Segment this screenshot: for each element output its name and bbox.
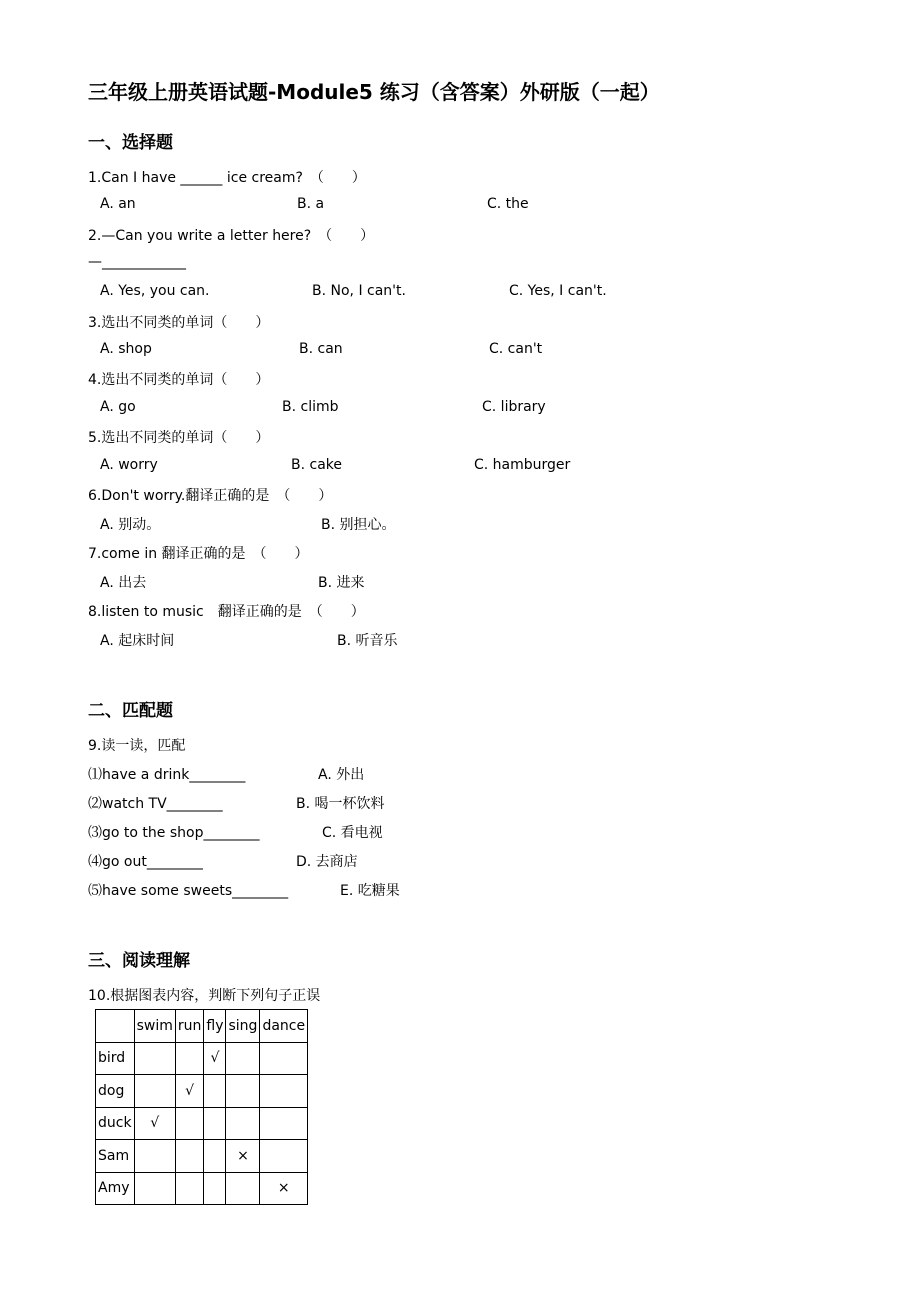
table-cell xyxy=(175,1107,204,1140)
question-10-stem: 10.根据图表内容，判断下列句子正误 xyxy=(88,988,321,1004)
table-cell xyxy=(260,1042,308,1075)
ability-table xyxy=(95,1009,308,1205)
table-cell xyxy=(204,1140,226,1173)
table-cell xyxy=(134,1075,175,1108)
table-cell xyxy=(226,1042,260,1075)
table-cell xyxy=(134,1172,175,1205)
question-1-stem: 1.Can I have ______ ice cream? （ ） xyxy=(88,170,366,186)
table-header-cell: fly xyxy=(204,1010,226,1043)
match-left-item: ⑵watch TV________ xyxy=(88,796,223,812)
match-right-item: A. 外出 xyxy=(318,767,365,783)
page-title: 三年级上册英语试题-Module5 练习（含答案）外研版（一起） xyxy=(88,80,660,104)
question-7-stem: 7.come in 翻译正确的是 （ ） xyxy=(88,546,309,562)
match-left-item: ⑶go to the shop________ xyxy=(88,825,260,841)
match-right-item: B. 喝一杯饮料 xyxy=(296,796,385,812)
table-row-label: Amy xyxy=(96,1172,135,1205)
match-right-item: C. 看电视 xyxy=(322,825,383,841)
table-cell xyxy=(226,1172,260,1205)
question-7-option-b: B. 进来 xyxy=(318,575,365,591)
table-cell xyxy=(260,1075,308,1108)
question-4-stem: 4.选出不同类的单词（ ） xyxy=(88,372,270,388)
table-header-cell: swim xyxy=(134,1010,175,1043)
question-8-stem: 8.listen to music 翻译正确的是 （ ） xyxy=(88,604,365,620)
table-cell xyxy=(226,1107,260,1140)
table-cell xyxy=(226,1075,260,1108)
question-1-option-a: A. an xyxy=(100,196,136,212)
question-1-option-c: C. the xyxy=(487,196,529,212)
question-4-option-c: C. library xyxy=(482,399,546,415)
table-row-label: Sam xyxy=(96,1140,135,1173)
table-header-row xyxy=(96,1010,308,1043)
table-cell: √ xyxy=(204,1042,226,1075)
question-7-option-a: A. 出去 xyxy=(100,575,147,591)
question-8-option-b: B. 听音乐 xyxy=(337,633,398,649)
question-4-option-a: A. go xyxy=(100,399,136,415)
question-6-stem: 6.Don't worry.翻译正确的是 （ ） xyxy=(88,488,333,504)
match-left-item: ⑴have a drink________ xyxy=(88,767,246,783)
table-cell xyxy=(175,1042,204,1075)
question-3-option-b: B. can xyxy=(299,341,343,357)
table-row xyxy=(96,1107,308,1140)
table-row-label: duck xyxy=(96,1107,135,1140)
table-row xyxy=(96,1075,308,1108)
question-4-option-b: B. climb xyxy=(282,399,339,415)
table-row xyxy=(96,1042,308,1075)
question-3-option-a: A. shop xyxy=(100,341,152,357)
table-header-cell: dance xyxy=(260,1010,308,1043)
table-cell xyxy=(134,1140,175,1173)
question-1-option-b: B. a xyxy=(297,196,325,212)
question-5-stem: 5.选出不同类的单词（ ） xyxy=(88,430,270,446)
question-3-option-c: C. can't xyxy=(489,341,543,357)
table-header-cell: run xyxy=(175,1010,204,1043)
match-right-item: E. 吃糖果 xyxy=(340,883,400,899)
table-cell: × xyxy=(260,1172,308,1205)
question-5-option-c: C. hamburger xyxy=(474,457,571,473)
table-cell xyxy=(175,1140,204,1173)
match-left-item: ⑷go out________ xyxy=(88,854,203,870)
question-2-option-c: C. Yes, I can't. xyxy=(509,283,607,299)
question-2-stem: 2.—Can you write a letter here? （ ） xyxy=(88,228,375,244)
table-row xyxy=(96,1172,308,1205)
question-3-stem: 3.选出不同类的单词（ ） xyxy=(88,315,270,331)
section-heading-choice: 一、选择题 xyxy=(88,133,173,153)
section-heading-matching: 二、匹配题 xyxy=(88,701,173,721)
table-cell xyxy=(204,1107,226,1140)
match-left-item: ⑸have some sweets________ xyxy=(88,883,289,899)
question-6-option-a: A. 别动。 xyxy=(100,517,161,533)
question-2-option-b: B. No, I can't. xyxy=(312,283,406,299)
table-cell: × xyxy=(226,1140,260,1173)
table-header-cell: sing xyxy=(226,1010,260,1043)
question-6-option-b: B. 别担心。 xyxy=(321,517,396,533)
table-cell xyxy=(260,1140,308,1173)
table-header-cell xyxy=(96,1010,135,1043)
table-cell xyxy=(175,1172,204,1205)
table-cell xyxy=(204,1172,226,1205)
question-8-option-a: A. 起床时间 xyxy=(100,633,175,649)
question-5-option-a: A. worry xyxy=(100,457,158,473)
table-row-label: bird xyxy=(96,1042,135,1075)
table-row xyxy=(96,1140,308,1173)
question-5-option-b: B. cake xyxy=(291,457,343,473)
question-9-stem: 9.读一读，匹配 xyxy=(88,738,186,754)
table-cell: √ xyxy=(175,1075,204,1108)
table-cell xyxy=(260,1107,308,1140)
section-heading-reading: 三、阅读理解 xyxy=(88,951,190,971)
match-right-item: D. 去商店 xyxy=(296,854,358,870)
table-cell xyxy=(134,1042,175,1075)
table-cell xyxy=(204,1075,226,1108)
table-cell: √ xyxy=(134,1107,175,1140)
table-row-label: dog xyxy=(96,1075,135,1108)
question-2-option-a: A. Yes, you can. xyxy=(100,283,210,299)
question-2-answer-blank: —____________ xyxy=(88,254,186,270)
